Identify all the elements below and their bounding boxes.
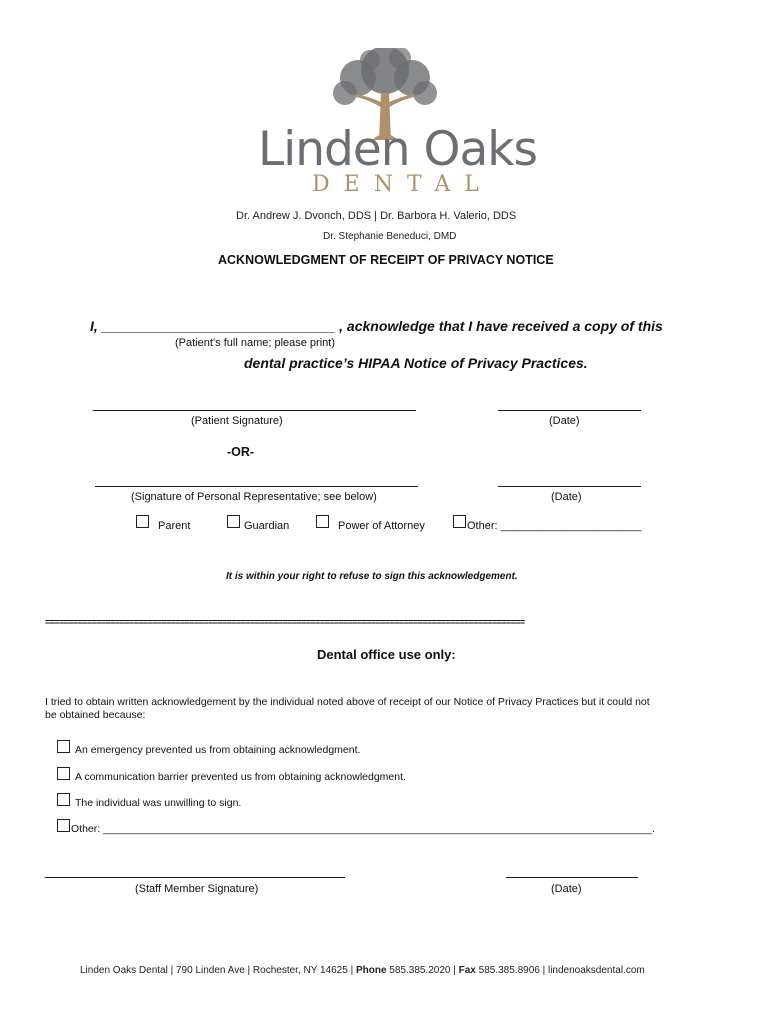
- guardian-label: Guardian: [244, 520, 290, 532]
- patient-name-hint: (Patient’s full name; please print): [175, 337, 335, 349]
- office-other-checkbox[interactable]: [57, 819, 70, 832]
- rep-other-checkbox[interactable]: [453, 515, 466, 528]
- patient-date-line[interactable]: [498, 410, 641, 411]
- logo-subtitle: DENTAL: [312, 172, 493, 197]
- office-text-line-1: I tried to obtain written acknowledgement by the individual noted above of receipt of our Notice of Privacy Practices but it could not: [45, 696, 650, 708]
- footer-phone: 585.385.2020 |: [389, 965, 456, 976]
- ack-line-2: dental practice’s HIPAA Notice of Privacy Practices.: [244, 355, 588, 371]
- logo: [250, 48, 538, 198]
- rep-signature-line[interactable]: [95, 486, 418, 487]
- footer-phone-label: Phone: [355, 965, 387, 976]
- office-use-heading: Dental office use only:: [317, 647, 456, 662]
- patient-signature-line[interactable]: [93, 410, 416, 411]
- rep-signature-label: (Signature of Personal Representative; see below): [131, 491, 377, 503]
- doctors-line-2: Dr. Stephanie Beneduci, DMD: [323, 231, 457, 242]
- patient-signature-label: (Patient Signature): [191, 415, 283, 427]
- parent-checkbox[interactable]: [136, 515, 149, 528]
- separator: =======================================================================================================: [45, 617, 525, 627]
- rep-date-label: (Date): [551, 491, 582, 503]
- refuse-note: It is within your right to refuse to sign this acknowledgement.: [226, 571, 518, 582]
- footer-fax-label: Fax: [458, 965, 476, 976]
- unwilling-checkbox[interactable]: [57, 793, 70, 806]
- page-title: ACKNOWLEDGMENT OF RECEIPT OF PRIVACY NOTICE: [218, 253, 554, 267]
- office-text-line-2: be obtained because:: [45, 709, 146, 721]
- staff-date-label: (Date): [551, 883, 582, 895]
- footer-fax-website: 585.385.8906 | lindenoaksdental.com: [478, 965, 645, 976]
- ack-line-1: I, ______________________________ , acknowledge that I have received a copy of this: [90, 318, 663, 334]
- logo-name: Linden Oaks: [258, 122, 538, 177]
- rep-date-line[interactable]: [498, 486, 641, 487]
- rep-other-label: Other: _______________________: [467, 520, 642, 532]
- unwilling-label: The individual was unwilling to sign.: [75, 797, 242, 809]
- emergency-label: An emergency prevented us from obtaining acknowledgment.: [75, 744, 361, 756]
- footer: [80, 965, 645, 976]
- patient-date-label: (Date): [549, 415, 580, 427]
- footer-address: Linden Oaks Dental | 790 Linden Ave | Rochester, NY 14625 |: [80, 965, 354, 976]
- or-label: -OR-: [227, 445, 255, 459]
- power-of-attorney-checkbox[interactable]: [316, 515, 329, 528]
- guardian-checkbox[interactable]: [227, 515, 240, 528]
- office-other-label: Other: ______________________________________________________________________________________________.: [71, 823, 655, 835]
- staff-date-line[interactable]: [506, 877, 638, 878]
- doctors-line-1: Dr. Andrew J. Dvonch, DDS | Dr. Barbora H. Valerio, DDS: [236, 210, 517, 222]
- emergency-checkbox[interactable]: [57, 740, 70, 753]
- staff-signature-line[interactable]: [45, 877, 345, 878]
- barrier-checkbox[interactable]: [57, 767, 70, 780]
- barrier-label: A communication barrier prevented us from obtaining acknowledgment.: [75, 771, 406, 783]
- power-of-attorney-label: Power of Attorney: [338, 520, 425, 532]
- staff-signature-label: (Staff Member Signature): [135, 883, 259, 895]
- parent-label: Parent: [158, 520, 191, 532]
